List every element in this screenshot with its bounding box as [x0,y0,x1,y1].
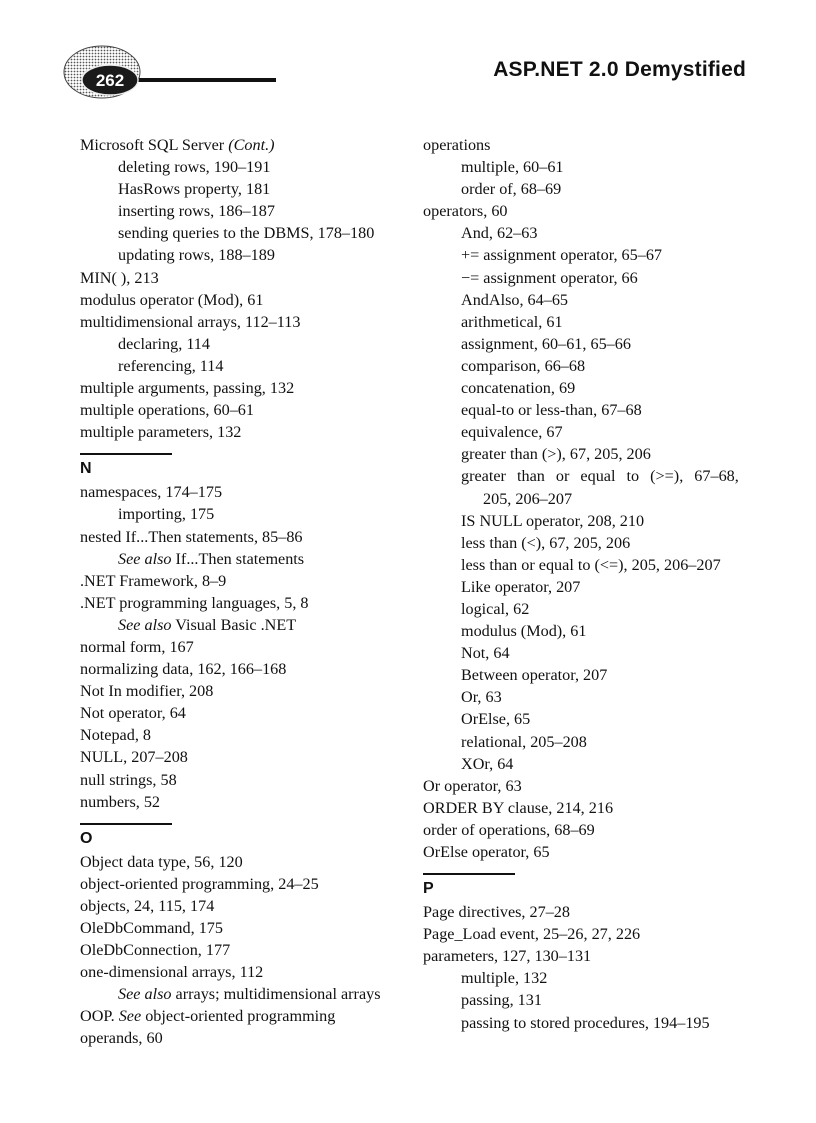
index-entry: OleDbCommand, 175 [80,919,223,937]
index-entry: Not In modifier, 208 [80,682,214,701]
index-entry: Or operator, 63 [423,776,522,795]
index-section-p [423,873,763,1034]
index-entry: one-dimensional arrays, 112 [80,963,264,982]
index-entry: Microsoft SQL Server (Cont.) [80,136,275,154]
index-subentry: deleting rows, 190–191 [118,158,271,177]
index-entry: nested If...Then statements, 85–86 [80,527,303,546]
section-rule [80,453,172,455]
index-section-o [80,823,410,1050]
index-subentry: less than (<), 67, 205, 206 [461,533,631,552]
index-column-right [423,134,763,1034]
index-subentry: XOr, 64 [461,754,514,773]
index-subentry: Not, 64 [461,644,510,663]
index-subentry: Like operator, 207 [461,577,581,596]
index-subentry: equivalence, 67 [461,423,563,442]
index-subentry: concatenation, 69 [461,379,576,398]
index-subentry: IS NULL operator, 208, 210 [461,511,645,530]
page-header [0,0,816,120]
index-subentry: multiple, 132 [461,969,548,988]
index-subentry: less than or equal to (<=), 205, 206–207 [461,555,721,574]
index-entry: operators, 60 [423,202,508,221]
index-entry: Object data type, 56, 120 [80,852,243,871]
index-subentry: comparison, 66–68 [461,356,586,375]
index-subentry: assignment, 60–61, 65–66 [461,334,631,353]
index-subentry: inserting rows, 186–187 [118,202,275,221]
index-entry: MIN( ), 213 [80,268,159,287]
index-entry: .NET Framework, 8–9 [80,571,227,590]
index-subentry: declaring, 114 [118,334,210,353]
index-subentry: order of, 68–69 [461,180,562,199]
index-subentry: Between operator, 207 [461,666,608,685]
page-number-badge [58,40,276,104]
index-column-left [80,134,410,1050]
index-subentry: greater than or equal to (>=), 67–68, [461,467,739,486]
index-entry: multidimensional arrays, 112–113 [80,312,301,331]
index-subentry: equal-to or less-than, 67–68 [461,401,642,420]
index-subentry: passing, 131 [461,991,542,1010]
index-subentry: importing, 175 [118,505,215,524]
index-subentry: OrElse, 65 [461,710,531,729]
index-entry: parameters, 127, 130–131 [423,947,592,966]
index-subentry: multiple, 60–61 [461,158,564,177]
index-entry: objects, 24, 115, 174 [80,896,215,915]
index-entry: numbers, 52 [80,792,161,811]
index-entry: normal form, 167 [80,637,194,656]
index-entry: operands, 60 [80,1029,163,1048]
index-subentry: sending queries to the DBMS, 178–180 [118,224,375,243]
index-section-n [80,453,410,812]
index-entry: Page_Load event, 25–26, 27, 226 [423,925,641,944]
index-entry: object-oriented programming, 24–25 [80,874,319,893]
index-subentry: HasRows property, 181 [118,180,271,199]
index-entry: Not operator, 64 [80,704,186,723]
index-entry: operations [423,136,491,154]
index-entry: ORDER BY clause, 214, 216 [423,798,614,817]
index-entry: multiple parameters, 132 [80,423,242,442]
index-entry: .NET programming languages, 5, 8 [80,593,309,612]
index-subentry: arithmetical, 61 [461,312,563,331]
index-subentry: relational, 205–208 [461,732,587,751]
index-entry: namespaces, 174–175 [80,483,223,502]
index-entry: normalizing data, 162, 166–168 [80,660,287,679]
index-subentry-continued: 205, 206–207 [483,489,573,508]
index-subentry: And, 62–63 [461,224,538,243]
index-see-also: See also If...Then statements [118,549,305,568]
index-entry: modulus operator (Mod), 61 [80,290,264,309]
index-entry: multiple arguments, passing, 132 [80,379,295,398]
index-subentry: −= assignment operator, 66 [461,268,638,287]
index-subentry: logical, 62 [461,599,530,618]
index-entry: NULL, 207–208 [80,748,188,767]
section-rule [423,873,515,875]
index-subentry: modulus (Mod), 61 [461,622,587,641]
index-entry: null strings, 58 [80,770,177,789]
index-entry: OleDbConnection, 177 [80,941,231,960]
index-subentry: += assignment operator, 65–67 [461,246,663,265]
index-entry: multiple operations, 60–61 [80,401,254,420]
section-rule [80,823,172,825]
index-entry: order of operations, 68–69 [423,820,595,839]
section-letter: O [80,829,93,847]
index-entry: Notepad, 8 [80,726,152,745]
index-subentry: passing to stored procedures, 194–195 [461,1013,710,1032]
index-entry: Page directives, 27–28 [423,903,570,922]
section-letter: N [80,460,92,478]
index-subentry: AndAlso, 64–65 [461,290,569,309]
index-subentry: referencing, 114 [118,356,224,375]
running-head: ASP.NET 2.0 Demystified [493,58,746,81]
index-see-also: See also arrays; multidimensional arrays [118,985,381,1004]
section-letter: P [423,880,434,898]
index-see-also: See also Visual Basic .NET [118,615,297,634]
index-subentry: Or, 63 [461,688,502,707]
index-entry: OOP. See object-oriented programming [80,1007,336,1026]
index-subentry: updating rows, 188–189 [118,246,275,265]
index-entry: OrElse operator, 65 [423,843,550,861]
index-subentry: greater than (>), 67, 205, 206 [461,445,651,464]
page-number: 262 [95,71,125,90]
